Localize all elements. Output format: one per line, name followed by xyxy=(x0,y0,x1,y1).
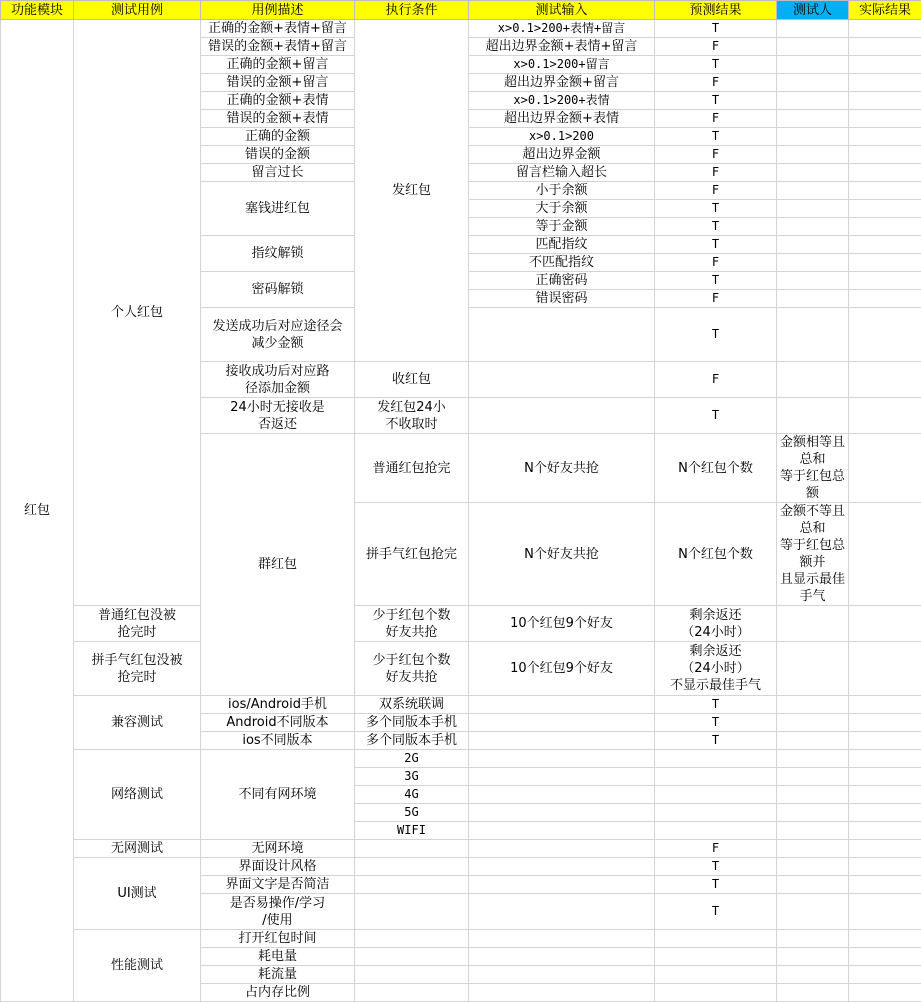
header-cell-input[interactable]: 测试输入 xyxy=(469,1,655,20)
header-cell-condition[interactable]: 执行条件 xyxy=(355,1,469,20)
case-group-cell[interactable]: 性能测试 xyxy=(74,930,201,1002)
expected-cell[interactable] xyxy=(655,768,777,786)
desc-cell[interactable]: 错误的金额 xyxy=(201,146,355,164)
expected-cell[interactable]: F xyxy=(655,362,777,398)
desc-cell[interactable]: 24小时无接收是 否返还 xyxy=(201,398,355,434)
input-cell[interactable] xyxy=(469,786,655,804)
input-cell[interactable] xyxy=(469,894,655,930)
header-cell-case[interactable]: 测试用例 xyxy=(74,1,201,20)
case-group-cell[interactable]: 兼容测试 xyxy=(74,696,201,750)
expected-cell[interactable]: F xyxy=(655,290,777,308)
expected-cell[interactable]: F xyxy=(655,38,777,56)
actual-cell[interactable] xyxy=(849,398,921,434)
condition-cell[interactable] xyxy=(355,858,469,876)
actual-cell[interactable] xyxy=(849,182,921,200)
actual-cell[interactable] xyxy=(849,74,921,92)
case-group-cell[interactable]: 网络测试 xyxy=(74,750,201,840)
input-cell[interactable] xyxy=(469,822,655,840)
actual-cell[interactable] xyxy=(849,732,921,750)
expected-cell[interactable] xyxy=(655,984,777,1002)
expected-cell[interactable]: T xyxy=(655,894,777,930)
tester-cell[interactable] xyxy=(777,894,849,930)
input-cell[interactable] xyxy=(469,362,655,398)
condition-cell[interactable]: 多个同版本手机 xyxy=(355,714,469,732)
desc-cell[interactable]: 是否易操作/学习 /使用 xyxy=(201,894,355,930)
desc-cell[interactable]: 普通红包抢完 xyxy=(355,434,469,503)
actual-cell[interactable] xyxy=(849,254,921,272)
input-cell[interactable] xyxy=(469,858,655,876)
expected-cell[interactable]: F xyxy=(655,110,777,128)
input-cell[interactable]: x>0.1>200 xyxy=(469,128,655,146)
desc-cell[interactable]: 打开红包时间 xyxy=(201,930,355,948)
input-cell[interactable]: N个红包个数 xyxy=(655,434,777,503)
tester-cell[interactable] xyxy=(777,20,849,38)
expected-cell[interactable] xyxy=(655,750,777,768)
actual-cell[interactable] xyxy=(849,786,921,804)
expected-cell[interactable] xyxy=(655,930,777,948)
input-cell[interactable]: x>0.1>200+表情+留言 xyxy=(469,20,655,38)
actual-cell[interactable] xyxy=(849,642,921,696)
desc-cell[interactable]: 占内存比例 xyxy=(201,984,355,1002)
input-cell[interactable]: 10个红包9个好友 xyxy=(469,606,655,642)
desc-cell[interactable]: 错误的金额+留言 xyxy=(201,74,355,92)
tester-cell[interactable] xyxy=(777,182,849,200)
tester-cell[interactable] xyxy=(777,128,849,146)
actual-cell[interactable] xyxy=(849,128,921,146)
expected-cell[interactable]: F xyxy=(655,164,777,182)
actual-cell[interactable] xyxy=(849,804,921,822)
actual-cell[interactable] xyxy=(849,218,921,236)
desc-cell[interactable]: ios不同版本 xyxy=(201,732,355,750)
condition-cell[interactable]: 发红包 xyxy=(355,20,469,362)
case-group-cell[interactable]: 群红包 xyxy=(201,434,355,696)
tester-cell[interactable] xyxy=(777,930,849,948)
expected-cell[interactable]: F xyxy=(655,146,777,164)
table-row xyxy=(1,750,921,768)
expected-cell[interactable]: F xyxy=(655,254,777,272)
input-cell[interactable]: 超出边界金额+留言 xyxy=(469,74,655,92)
actual-cell[interactable] xyxy=(849,948,921,966)
desc-cell[interactable]: 不同有网环境 xyxy=(201,750,355,840)
desc-cell[interactable]: 耗流量 xyxy=(201,966,355,984)
expected-cell[interactable] xyxy=(655,822,777,840)
tester-cell[interactable] xyxy=(777,200,849,218)
tester-cell[interactable] xyxy=(777,966,849,984)
expected-cell[interactable] xyxy=(655,804,777,822)
table-row xyxy=(1,840,921,858)
input-cell[interactable]: x>0.1>200+表情 xyxy=(469,92,655,110)
condition-cell[interactable] xyxy=(355,876,469,894)
condition-cell[interactable] xyxy=(355,984,469,1002)
input-cell[interactable]: 小于余额 xyxy=(469,182,655,200)
tester-cell[interactable] xyxy=(777,768,849,786)
tester-cell[interactable] xyxy=(777,110,849,128)
desc-cell[interactable]: 普通红包没被 抢完时 xyxy=(74,606,201,642)
condition-cell[interactable]: 双系统联调 xyxy=(355,696,469,714)
tester-cell[interactable] xyxy=(777,786,849,804)
input-cell[interactable]: 10个红包9个好友 xyxy=(469,642,655,696)
expected-cell[interactable]: T xyxy=(655,876,777,894)
input-cell[interactable]: 等于金额 xyxy=(469,218,655,236)
desc-cell[interactable]: 留言过长 xyxy=(201,164,355,182)
input-cell[interactable] xyxy=(469,714,655,732)
header-row xyxy=(1,1,921,20)
header-cell-expected[interactable]: 预测结果 xyxy=(655,1,777,20)
actual-cell[interactable] xyxy=(849,290,921,308)
header-cell-tester[interactable]: 测试人 xyxy=(777,1,849,20)
tester-cell[interactable] xyxy=(777,750,849,768)
tester-cell[interactable] xyxy=(777,696,849,714)
case-group-cell[interactable]: UI测试 xyxy=(74,858,201,930)
input-cell[interactable] xyxy=(469,930,655,948)
module-cell[interactable]: 红包 xyxy=(1,20,74,1002)
actual-cell[interactable] xyxy=(849,984,921,1002)
input-cell[interactable] xyxy=(469,732,655,750)
condition-cell[interactable] xyxy=(355,840,469,858)
actual-cell[interactable] xyxy=(849,696,921,714)
case-group-cell[interactable]: 个人红包 xyxy=(74,20,201,606)
tester-cell[interactable] xyxy=(777,56,849,74)
condition-cell[interactable]: 4G xyxy=(355,786,469,804)
condition-cell[interactable] xyxy=(355,948,469,966)
desc-cell[interactable]: 发送成功后对应途径会 减少金额 xyxy=(201,308,355,362)
condition-cell[interactable]: WIFI xyxy=(355,822,469,840)
table-row xyxy=(1,20,921,38)
input-cell[interactable]: x>0.1>200+留言 xyxy=(469,56,655,74)
tester-cell[interactable] xyxy=(777,804,849,822)
desc-cell[interactable]: 正确的金额 xyxy=(201,128,355,146)
condition-cell[interactable]: 5G xyxy=(355,804,469,822)
expected-cell[interactable]: T xyxy=(655,308,777,362)
actual-cell[interactable] xyxy=(849,768,921,786)
tester-cell[interactable] xyxy=(849,503,921,606)
tester-cell[interactable] xyxy=(777,218,849,236)
expected-cell[interactable]: F xyxy=(655,74,777,92)
tester-cell[interactable] xyxy=(777,38,849,56)
desc-cell[interactable]: 拼手气红包没被 抢完时 xyxy=(74,642,201,696)
input-cell[interactable] xyxy=(469,966,655,984)
tester-cell[interactable] xyxy=(777,642,849,696)
actual-cell[interactable] xyxy=(849,750,921,768)
desc-cell[interactable]: 塞钱进红包 xyxy=(201,182,355,236)
tester-cell[interactable] xyxy=(777,840,849,858)
actual-cell[interactable] xyxy=(849,606,921,642)
actual-cell[interactable] xyxy=(849,110,921,128)
input-cell[interactable]: 超出边界金额+表情 xyxy=(469,110,655,128)
input-cell[interactable]: 不匹配指纹 xyxy=(469,254,655,272)
condition-cell[interactable]: 发红包24小 不收取时 xyxy=(355,398,469,434)
expected-cell[interactable]: 剩余返还 （24小时） 不显示最佳手气 xyxy=(655,642,777,696)
desc-cell[interactable]: 界面文字是否简洁 xyxy=(201,876,355,894)
input-cell[interactable]: N个红包个数 xyxy=(655,503,777,606)
condition-cell[interactable]: 少于红包个数 好友共抢 xyxy=(355,606,469,642)
tester-cell[interactable] xyxy=(777,984,849,1002)
expected-cell[interactable]: F xyxy=(655,840,777,858)
expected-cell[interactable]: T xyxy=(655,128,777,146)
desc-cell[interactable]: 错误的金额+表情+留言 xyxy=(201,38,355,56)
input-cell[interactable] xyxy=(469,984,655,1002)
tester-cell[interactable] xyxy=(777,822,849,840)
actual-cell[interactable] xyxy=(849,362,921,398)
condition-cell[interactable]: 收红包 xyxy=(355,362,469,398)
expected-cell[interactable]: T xyxy=(655,92,777,110)
input-cell[interactable] xyxy=(469,948,655,966)
expected-cell[interactable]: T xyxy=(655,20,777,38)
expected-cell[interactable]: T xyxy=(655,714,777,732)
desc-cell[interactable]: 无网环境 xyxy=(201,840,355,858)
desc-cell[interactable]: 接收成功后对应路 径添加金额 xyxy=(201,362,355,398)
tester-cell[interactable] xyxy=(777,732,849,750)
desc-cell[interactable]: 密码解锁 xyxy=(201,272,355,308)
expected-cell[interactable]: T xyxy=(655,272,777,290)
desc-cell[interactable]: 指纹解锁 xyxy=(201,236,355,272)
tester-cell[interactable] xyxy=(777,876,849,894)
actual-cell[interactable] xyxy=(849,56,921,74)
actual-cell[interactable] xyxy=(849,840,921,858)
input-cell[interactable]: 大于余额 xyxy=(469,200,655,218)
actual-cell[interactable] xyxy=(849,20,921,38)
actual-cell[interactable] xyxy=(849,714,921,732)
expected-cell[interactable]: T xyxy=(655,858,777,876)
table-row xyxy=(1,858,921,876)
expected-cell[interactable]: T xyxy=(655,732,777,750)
tester-cell[interactable] xyxy=(777,308,849,362)
desc-cell[interactable]: 耗电量 xyxy=(201,948,355,966)
tester-cell[interactable] xyxy=(777,164,849,182)
input-cell[interactable]: 匹配指纹 xyxy=(469,236,655,254)
expected-cell[interactable]: F xyxy=(655,182,777,200)
expected-cell[interactable] xyxy=(655,786,777,804)
condition-cell[interactable] xyxy=(355,966,469,984)
actual-cell[interactable] xyxy=(849,200,921,218)
condition-cell[interactable]: N个好友共抢 xyxy=(469,434,655,503)
condition-cell[interactable]: 少于红包个数 好友共抢 xyxy=(355,642,469,696)
tester-cell[interactable] xyxy=(777,714,849,732)
header-cell-actual[interactable]: 实际结果 xyxy=(849,1,921,20)
expected-cell[interactable]: T xyxy=(655,398,777,434)
tester-cell[interactable] xyxy=(777,948,849,966)
input-cell[interactable] xyxy=(469,840,655,858)
expected-cell[interactable] xyxy=(655,948,777,966)
expected-cell[interactable] xyxy=(655,966,777,984)
actual-cell[interactable] xyxy=(849,146,921,164)
table-row xyxy=(1,696,921,714)
tester-cell[interactable] xyxy=(777,236,849,254)
input-cell[interactable] xyxy=(469,696,655,714)
desc-cell[interactable]: 正确的金额+表情+留言 xyxy=(201,20,355,38)
table-row xyxy=(1,930,921,948)
desc-cell[interactable]: 正确的金额+留言 xyxy=(201,56,355,74)
input-cell[interactable] xyxy=(469,398,655,434)
condition-cell[interactable]: 多个同版本手机 xyxy=(355,732,469,750)
actual-cell[interactable] xyxy=(849,894,921,930)
header-cell-desc[interactable]: 用例描述 xyxy=(201,1,355,20)
table-row xyxy=(1,642,921,696)
desc-cell[interactable]: ios/Android手机 xyxy=(201,696,355,714)
desc-cell[interactable]: 正确的金额+表情 xyxy=(201,92,355,110)
desc-cell[interactable]: 错误的金额+表情 xyxy=(201,110,355,128)
input-cell[interactable]: 正确密码 xyxy=(469,272,655,290)
condition-cell[interactable]: 2G xyxy=(355,750,469,768)
tester-cell[interactable] xyxy=(777,398,849,434)
input-cell[interactable]: 留言栏输入超长 xyxy=(469,164,655,182)
expected-cell[interactable]: T xyxy=(655,236,777,254)
condition-cell[interactable] xyxy=(355,930,469,948)
expected-cell[interactable]: T xyxy=(655,200,777,218)
expected-cell[interactable]: T xyxy=(655,218,777,236)
input-cell[interactable]: 超出边界金额+表情+留言 xyxy=(469,38,655,56)
actual-cell[interactable] xyxy=(849,164,921,182)
input-cell[interactable] xyxy=(469,308,655,362)
condition-cell[interactable]: N个好友共抢 xyxy=(469,503,655,606)
desc-cell[interactable]: 界面设计风格 xyxy=(201,858,355,876)
tester-cell[interactable] xyxy=(777,254,849,272)
actual-cell[interactable] xyxy=(849,876,921,894)
tester-cell[interactable] xyxy=(777,606,849,642)
actual-cell[interactable] xyxy=(849,92,921,110)
actual-cell[interactable] xyxy=(849,272,921,290)
expected-cell[interactable]: 金额不等且总和 等于红包总额并 且显示最佳手气 xyxy=(777,503,849,606)
expected-cell[interactable]: 金额相等且总和 等于红包总额 xyxy=(777,434,849,503)
input-cell[interactable] xyxy=(469,750,655,768)
actual-cell[interactable] xyxy=(849,966,921,984)
tester-cell[interactable] xyxy=(777,290,849,308)
tester-cell[interactable] xyxy=(777,272,849,290)
tester-cell[interactable] xyxy=(777,92,849,110)
condition-cell[interactable]: 3G xyxy=(355,768,469,786)
header-cell-module[interactable]: 功能模块 xyxy=(1,1,74,20)
actual-cell[interactable] xyxy=(849,930,921,948)
input-cell[interactable] xyxy=(469,768,655,786)
actual-cell[interactable] xyxy=(849,822,921,840)
actual-cell[interactable] xyxy=(849,308,921,362)
input-cell[interactable]: 错误密码 xyxy=(469,290,655,308)
case-group-cell[interactable]: 无网测试 xyxy=(74,840,201,858)
expected-cell[interactable]: T xyxy=(655,56,777,74)
tester-cell[interactable] xyxy=(777,74,849,92)
input-cell[interactable] xyxy=(469,804,655,822)
tester-cell[interactable] xyxy=(777,146,849,164)
input-cell[interactable] xyxy=(469,876,655,894)
actual-cell[interactable] xyxy=(849,236,921,254)
desc-cell[interactable]: Android不同版本 xyxy=(201,714,355,732)
tester-cell[interactable] xyxy=(777,362,849,398)
condition-cell[interactable] xyxy=(355,894,469,930)
expected-cell[interactable]: T xyxy=(655,696,777,714)
tester-cell[interactable] xyxy=(777,858,849,876)
desc-cell[interactable]: 拼手气红包抢完 xyxy=(355,503,469,606)
actual-cell[interactable] xyxy=(849,858,921,876)
expected-cell[interactable]: 剩余返还 （24小时） xyxy=(655,606,777,642)
table-row xyxy=(1,606,921,642)
actual-cell[interactable] xyxy=(849,38,921,56)
tester-cell[interactable] xyxy=(849,434,921,503)
input-cell[interactable]: 超出边界金额 xyxy=(469,146,655,164)
